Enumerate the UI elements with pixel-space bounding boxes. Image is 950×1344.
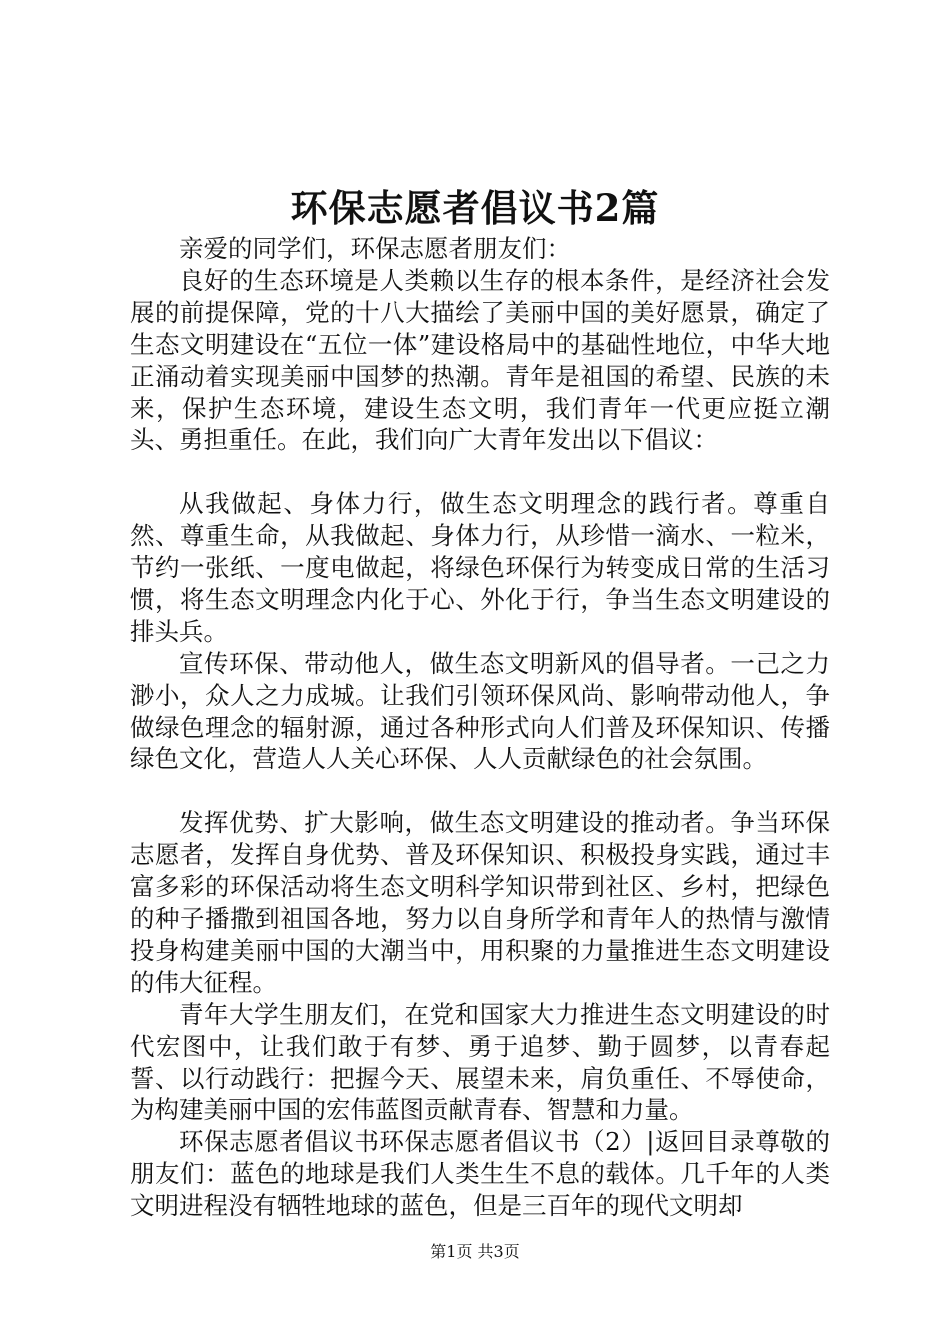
page-footer: 第1页 共3页 [430,1242,520,1261]
second-letter-paragraph: 环保志愿者倡议书环保志愿者倡议书（2）|返回目录尊敬的朋友们：蓝色的地球是我们人类生生不息的载体。几千年的人类文明进程没有牺牲地球的蓝色，但是三百年的现代文明却 [130,1127,830,1221]
intro-paragraph: 良好的生态环境是人类赖以生存的根本条件，是经济社会发展的前提保障，党的十八大描绘了美丽中国的美好愿景，确定了生态文明建设在“五位一体”建设格局中的基础性地位，中华大地正涌动着实现美丽中国梦的热潮。青年是祖国的希望、民族的未来，保护生态环境，建设生态文明，我们青年一代更应挺立潮头、勇担重任。在此，我们向广大青年发出以下倡议： [130,265,830,455]
initiative-paragraph-2: 宣传环保、带动他人，做生态文明新风的倡导者。一己之力渺小，众人之力成城。让我们引领环保风尚、影响带动他人，争做绿色理念的辐射源，通过各种形式向人们普及环保知识、传播绿色文化，营造人人关心环保、人人贡献绿色的社会氛围。 [130,648,830,774]
initiative-paragraph-1: 从我做起、身体力行，做生态文明理念的践行者。尊重自然、尊重生命，从我做起、身体力行，从珍惜一滴水、一粒米，节约一张纸、一度电做起，将绿色环保行为转变成日常的生活习惯，将生态文明理念内化于心、外化于行，争当生态文明建设的排头兵。 [130,489,830,646]
document-body [130,233,830,1222]
initiative-paragraph-3: 发挥优势、扩大影响，做生态文明建设的推动者。争当环保志愿者，发挥自身优势、普及环保知识、积极投身实践，通过丰富多彩的环保活动将生态文明科学知识带到社区、乡村，把绿色的种子播撒到祖国各地，努力以自身所学和青年人的热情与激情投身构建美丽中国的大潮当中，用积聚的力量推进生态文明建设的伟大征程。 [130,808,830,997]
document-title: 环保志愿者倡议书2篇 [290,186,660,230]
closing-paragraph: 青年大学生朋友们，在党和国家大力推进生态文明建设的时代宏图中，让我们敢于有梦、勇于追梦、勤于圆梦，以青春起誓、以行动践行：把握今天、展望未来，肩负重任、不辱使命，为构建美丽中国的宏伟蓝图贡献青春、智慧和力量。 [130,999,830,1125]
salutation-paragraph: 亲爱的同学们，环保志愿者朋友们： [179,234,571,263]
